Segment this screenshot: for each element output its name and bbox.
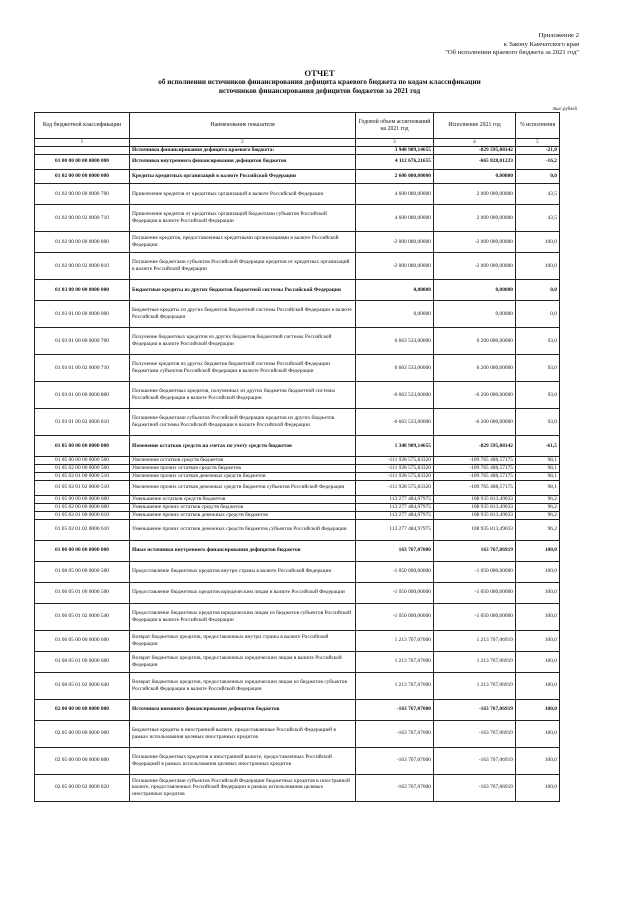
cell-name: Возврат бюджетных кредитов, предоставленных юридическим лицам из бюджетов субъектов Российской Федерации в валюте Российской Федерации — [130, 672, 356, 699]
cell-name: Уменьшение прочих остатков денежных средств бюджетов — [130, 511, 356, 519]
table-row — [35, 481, 560, 496]
table-row — [35, 630, 560, 651]
report-title-line-2: об исполнении источников финансирования дефицита краевого бюджета по кодам классификации — [158, 78, 481, 86]
column-number: 5 — [516, 139, 560, 147]
table-row — [35, 409, 560, 436]
table-row — [35, 355, 560, 382]
cell-pct: 100,0 — [516, 651, 560, 672]
cell-plan: -1 050 000,00000 — [356, 603, 434, 630]
cell-exec: -665 828,01223 — [434, 155, 516, 170]
cell-name: Иные источники внутреннего финансирования дефицитов бюджетов — [130, 540, 356, 561]
cell-plan: -6 663 533,00000 — [356, 409, 434, 436]
cell-plan: -1 050 000,00000 — [356, 561, 434, 582]
cell-code: 01 05 00 00 00 0000 000 — [35, 436, 130, 457]
column-number: 1 — [35, 139, 130, 147]
table-row — [35, 169, 560, 184]
cell-name: Уменьшение прочих остатков средств бюджетов — [130, 503, 356, 511]
cell-exec: -6 200 000,00000 — [434, 409, 516, 436]
cell-code: 01 06 05 01 00 0000 500 — [35, 582, 130, 603]
table-header-row — [35, 113, 560, 139]
cell-plan: 4 600 000,00000 — [356, 205, 434, 232]
cell-name: Погашение кредитов, предоставленных кредитными организациями в валюте Российской Федерации — [130, 232, 356, 253]
cell-plan: 4 112 676,21655 — [356, 155, 434, 170]
cell-name: Кредиты кредитных организаций в валюте Российской Федерации — [130, 169, 356, 184]
table-row — [35, 519, 560, 540]
cell-name: Источники внутреннего финансирования дефицитов бюджетов — [130, 155, 356, 170]
cell-pct: 0,0 — [516, 301, 560, 328]
header-plan: Годовой объем ассигнований на 2021 год — [356, 113, 434, 139]
cell-pct: 100,0 — [516, 603, 560, 630]
cell-exec: -2 000 000,00000 — [434, 232, 516, 253]
report-title — [40, 68, 599, 96]
cell-code: 01 03 01 00 00 0000 800 — [35, 382, 130, 409]
cell-plan: 2 600 000,00000 — [356, 169, 434, 184]
cell-exec: 2 000 000,00000 — [434, 205, 516, 232]
header-exec: Исполнение 2021 год — [434, 113, 516, 139]
cell-pct: 93,0 — [516, 328, 560, 355]
cell-exec: 163 767,06919 — [434, 540, 516, 561]
cell-code: 01 02 00 00 02 0000 810 — [35, 253, 130, 280]
cell-name: Предоставление бюджетных кредитов внутри страны в валюте Российской Федерации — [130, 561, 356, 582]
cell-plan: 113 277 484,97975 — [356, 519, 434, 540]
cell-exec: -163 767,06919 — [434, 747, 516, 774]
cell-code: 01 06 05 00 00 0000 600 — [35, 630, 130, 651]
cell-code: 01 02 00 00 00 0000 800 — [35, 232, 130, 253]
cell-name: Источники внешнего финансирования дефицитов бюджетов — [130, 699, 356, 720]
cell-pct: 100,0 — [516, 582, 560, 603]
cell-name: Предоставление бюджетных кредитов юридическим лицам из бюджетов субъектов Российской Федерации в валюте Российской Федерации — [130, 603, 356, 630]
cell-exec: -829 595,08142 — [434, 436, 516, 457]
cell-exec: -1 050 000,00000 — [434, 603, 516, 630]
table-row — [35, 699, 560, 720]
column-number: 3 — [356, 139, 434, 147]
cell-plan: 4 600 000,00000 — [356, 184, 434, 205]
cell-exec: -163 767,06919 — [434, 774, 516, 801]
cell-pct: 100,0 — [516, 672, 560, 699]
cell-exec: 6 200 000,00000 — [434, 355, 516, 382]
cell-exec: -1 050 000,00000 — [434, 582, 516, 603]
cell-name: Получение бюджетных кредитов из других бюджетов бюджетной системы Российской Федерации в валюте Российской Федерации — [130, 328, 356, 355]
table-row — [35, 495, 560, 503]
table-row — [35, 747, 560, 774]
table-row — [35, 511, 560, 519]
cell-plan: -2 000 000,00000 — [356, 232, 434, 253]
cell-pct: 100,0 — [516, 253, 560, 280]
cell-pct: 0,0 — [516, 280, 560, 301]
cell-exec: 1 213 767,06919 — [434, 651, 516, 672]
cell-code: 01 00 00 00 00 0000 000 — [35, 155, 130, 170]
cell-exec: 108 935 813,49033 — [434, 495, 516, 503]
cell-code: 01 03 01 00 00 0000 000 — [35, 301, 130, 328]
cell-pct: 93,0 — [516, 355, 560, 382]
appendix-note — [339, 32, 579, 58]
cell-plan: 113 277 484,97975 — [356, 511, 434, 519]
cell-exec: 0,00000 — [434, 301, 516, 328]
cell-pct: 100,0 — [516, 774, 560, 801]
cell-pct: 43,5 — [516, 205, 560, 232]
cell-pct: 93,0 — [516, 409, 560, 436]
cell-plan: -111 928 575,83320 — [356, 457, 434, 465]
table-row — [35, 155, 560, 170]
cell-pct: 98,1 — [516, 473, 560, 481]
cell-plan: 0,00000 — [356, 280, 434, 301]
table-row — [35, 253, 560, 280]
table-row — [35, 582, 560, 603]
cell-pct: 100,0 — [516, 720, 560, 747]
cell-exec: 0,00000 — [434, 169, 516, 184]
cell-exec: -163 767,06919 — [434, 699, 516, 720]
cell-exec: -2 000 000,00000 — [434, 253, 516, 280]
cell-code: 01 05 02 01 02 0000 610 — [35, 519, 130, 540]
report-table — [34, 112, 560, 802]
cell-code: 02 05 00 00 02 0000 820 — [35, 774, 130, 801]
cell-name: Погашение бюджетами субъектов Российской Федерации кредитов от кредитных организаций в валюте Российской Федерации — [130, 253, 356, 280]
cell-name: Увеличение остатков средств бюджетов — [130, 457, 356, 465]
cell-pct: -21,0 — [516, 147, 560, 155]
table-row — [35, 672, 560, 699]
cell-name: Увеличение прочих остатков денежных средств бюджетов субъектов Российской Федерации — [130, 481, 356, 496]
cell-plan: 0,00000 — [356, 301, 434, 328]
table-row — [35, 232, 560, 253]
cell-pct: -61,5 — [516, 436, 560, 457]
cell-pct: 0,0 — [516, 169, 560, 184]
cell-plan: 6 663 533,00000 — [356, 328, 434, 355]
report-table-body — [35, 147, 560, 802]
table-row — [35, 301, 560, 328]
table-row — [35, 503, 560, 511]
table-row — [35, 651, 560, 672]
cell-plan: -111 928 575,83320 — [356, 465, 434, 473]
table-row — [35, 603, 560, 630]
table-row — [35, 205, 560, 232]
cell-plan: -2 000 000,00000 — [356, 253, 434, 280]
cell-plan: 113 277 484,97975 — [356, 495, 434, 503]
cell-name: Привлечение кредитов от кредитных организаций в валюте Российской Федерации — [130, 184, 356, 205]
cell-code: 01 06 05 01 02 0000 540 — [35, 603, 130, 630]
table-row — [35, 328, 560, 355]
cell-name: Погашение бюджетных кредитов в иностранной валюте, предоставленных Российской Федерацией в рамках использования целевых иностранных кредитов — [130, 747, 356, 774]
header-pct: % исполнения — [516, 113, 560, 139]
cell-name: Получение кредитов из других бюджетов бюджетной системы Российской Федерации бюджетами субъектов Российской Федерации в валюте Российской Федерации — [130, 355, 356, 382]
header-name: Наименование показателя — [130, 113, 356, 139]
cell-name: Увеличение прочих остатков средств бюджетов — [130, 465, 356, 473]
cell-exec: -109 765 408,57175 — [434, 481, 516, 496]
cell-plan: -163 767,07000 — [356, 720, 434, 747]
cell-name: Погашение бюджетами субъектов Российской Федерации кредитов из других бюджетов бюджетной системы Российской Федерации в валюте Российской Федерации — [130, 409, 356, 436]
column-number-row — [35, 139, 560, 147]
cell-exec: -829 595,08142 — [434, 147, 516, 155]
cell-pct: 98,1 — [516, 465, 560, 473]
cell-code: 02 05 00 00 00 0000 800 — [35, 747, 130, 774]
cell-code: 01 05 02 01 02 0000 510 — [35, 481, 130, 496]
cell-exec: 1 213 767,06919 — [434, 630, 516, 651]
cell-code: 01 05 00 00 00 0000 500 — [35, 457, 130, 465]
cell-code: 01 05 02 00 00 0000 600 — [35, 503, 130, 511]
cell-name: Предоставление бюджетных кредитов юридическим лицам в валюте Российской Федерации — [130, 582, 356, 603]
cell-exec: -109 765 408,57175 — [434, 457, 516, 465]
cell-pct: 100,0 — [516, 630, 560, 651]
cell-name: Уменьшение остатков средств бюджетов — [130, 495, 356, 503]
cell-plan: 1 213 767,07000 — [356, 630, 434, 651]
cell-code: 01 03 00 00 00 0000 000 — [35, 280, 130, 301]
cell-code: 01 06 00 00 00 0000 000 — [35, 540, 130, 561]
column-number: 4 — [434, 139, 516, 147]
cell-pct: 100,0 — [516, 540, 560, 561]
table-row — [35, 184, 560, 205]
cell-name: Погашение бюджетных кредитов, полученных из других бюджетов бюджетной системы Российской Федерации в валюте Российской Федерации — [130, 382, 356, 409]
cell-exec: 108 935 813,49033 — [434, 503, 516, 511]
cell-pct: 98,1 — [516, 457, 560, 465]
table-row — [35, 561, 560, 582]
appendix-line-2: к Закону Камчатского края — [503, 40, 579, 48]
table-row — [35, 465, 560, 473]
cell-name: Уменьшение прочих остатков денежных средств бюджетов субъектов Российской Федерации — [130, 519, 356, 540]
cell-pct: 96,2 — [516, 519, 560, 540]
cell-name: Возврат бюджетных кредитов, предоставленных внутри страны в валюте Российской Федерации — [130, 630, 356, 651]
cell-name: Изменение остатков средств на счетах по учету средств бюджетов — [130, 436, 356, 457]
cell-name: Источники финансирования дефицита краевого бюджета: — [130, 147, 356, 155]
cell-plan: -111 928 575,83320 — [356, 481, 434, 496]
cell-code: 02 00 00 00 00 0000 000 — [35, 699, 130, 720]
cell-plan: -6 663 533,00000 — [356, 382, 434, 409]
cell-plan: 1 213 767,07000 — [356, 651, 434, 672]
cell-name: Увеличение прочих остатков денежных средств бюджетов — [130, 473, 356, 481]
cell-exec: 1 213 767,06919 — [434, 672, 516, 699]
table-row — [35, 147, 560, 155]
cell-pct: 96,2 — [516, 511, 560, 519]
cell-code: 01 02 00 00 00 0000 000 — [35, 169, 130, 184]
appendix-line-3: "Об исполнении краевого бюджета за 2021 год" — [445, 49, 579, 57]
cell-name: Возврат бюджетных кредитов, предоставленных юридическим лицам в валюте Российской Федерации — [130, 651, 356, 672]
table-row — [35, 436, 560, 457]
cell-pct: 43,5 — [516, 184, 560, 205]
cell-name: Погашение бюджетами субъектов Российской Федерации бюджетных кредитов в иностранной валюте, предоставленных Российской Федерации в рамках использования целевых иностранных кредитов — [130, 774, 356, 801]
cell-pct: 96,2 — [516, 495, 560, 503]
cell-exec: -163 767,06919 — [434, 720, 516, 747]
table-row — [35, 457, 560, 465]
table-row — [35, 540, 560, 561]
report-title-line-3: источников финансирования дефицитов бюджетов за 2021 год — [218, 87, 421, 95]
appendix-line-1: Приложение 2 — [538, 32, 579, 39]
cell-exec: -109 765 408,57175 — [434, 465, 516, 473]
table-row — [35, 473, 560, 481]
cell-code: 01 05 02 01 00 0000 610 — [35, 511, 130, 519]
cell-plan: 113 277 484,97975 — [356, 503, 434, 511]
cell-plan: 6 663 533,00000 — [356, 355, 434, 382]
cell-plan: -163 767,07000 — [356, 774, 434, 801]
cell-code — [35, 147, 130, 155]
cell-pct: 100,0 — [516, 561, 560, 582]
table-row — [35, 382, 560, 409]
cell-plan: -163 767,07000 — [356, 747, 434, 774]
column-number: 2 — [130, 139, 356, 147]
cell-name: Привлечение кредитов от кредитных организаций бюджетами субъектов Российской Федерации в валюте Российской Федерации — [130, 205, 356, 232]
cell-name: Бюджетные кредиты в иностранной валюте, предоставленные Российской Федерацией в рамках использования целевых иностранных кредитов — [130, 720, 356, 747]
table-row — [35, 774, 560, 801]
report-title-main: ОТЧЕТ — [304, 68, 335, 78]
unit-label: тыс.рублей — [552, 107, 577, 112]
cell-name: Бюджетные кредиты из других бюджетов бюджетной системы Российской Федерации — [130, 280, 356, 301]
cell-pct: 96,2 — [516, 503, 560, 511]
cell-code: 01 06 05 01 00 0000 600 — [35, 651, 130, 672]
cell-code: 01 03 01 00 00 0000 700 — [35, 328, 130, 355]
cell-exec: 108 935 813,49033 — [434, 519, 516, 540]
cell-code: 01 05 02 01 00 0000 510 — [35, 473, 130, 481]
cell-code: 01 05 02 00 00 0000 500 — [35, 465, 130, 473]
cell-plan: -163 767,07000 — [356, 699, 434, 720]
cell-exec: 0,00000 — [434, 280, 516, 301]
cell-code: 01 05 00 00 00 0000 600 — [35, 495, 130, 503]
cell-code: 01 02 00 00 02 0000 710 — [35, 205, 130, 232]
cell-exec: -109 765 408,57175 — [434, 473, 516, 481]
cell-code: 01 03 01 00 02 0000 710 — [35, 355, 130, 382]
cell-pct: 93,0 — [516, 382, 560, 409]
cell-pct: 98,1 — [516, 481, 560, 496]
cell-code: 01 02 00 00 00 0000 700 — [35, 184, 130, 205]
cell-code: 01 06 05 00 00 0000 500 — [35, 561, 130, 582]
cell-plan: 3 948 909,14655 — [356, 147, 434, 155]
cell-exec: -6 200 000,00000 — [434, 382, 516, 409]
cell-code: 02 05 00 00 00 0000 000 — [35, 720, 130, 747]
cell-exec: 2 000 000,00000 — [434, 184, 516, 205]
cell-plan: 1 348 909,14655 — [356, 436, 434, 457]
cell-plan: 163 767,07000 — [356, 540, 434, 561]
header-code: Код бюджетной классификации — [35, 113, 130, 139]
cell-pct: 100,0 — [516, 699, 560, 720]
cell-plan: -1 050 000,00000 — [356, 582, 434, 603]
cell-name: Бюджетные кредиты из других бюджетов бюджетной системы Российской Федерации в валюте Российской Федерации — [130, 301, 356, 328]
cell-pct: 100,0 — [516, 747, 560, 774]
cell-pct: 100,0 — [516, 232, 560, 253]
table-row — [35, 280, 560, 301]
cell-plan: 1 213 767,07000 — [356, 672, 434, 699]
cell-code: 01 03 01 00 02 0000 810 — [35, 409, 130, 436]
cell-exec: 6 200 000,00000 — [434, 328, 516, 355]
cell-code: 01 06 05 01 02 0000 640 — [35, 672, 130, 699]
cell-pct: -16,2 — [516, 155, 560, 170]
table-row — [35, 720, 560, 747]
cell-exec: 108 935 813,49033 — [434, 511, 516, 519]
cell-exec: -1 050 000,00000 — [434, 561, 516, 582]
cell-plan: -111 928 575,83320 — [356, 473, 434, 481]
